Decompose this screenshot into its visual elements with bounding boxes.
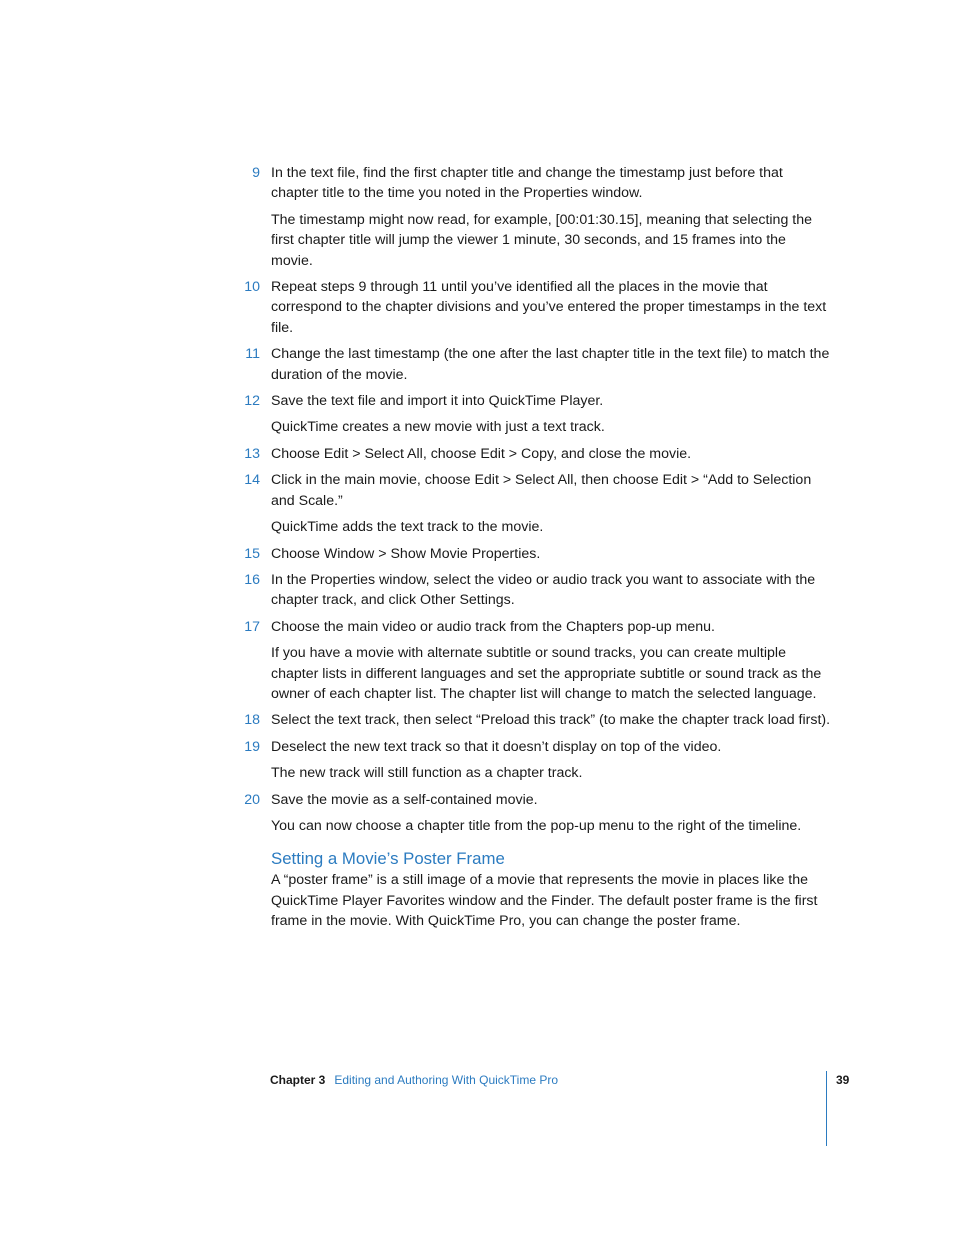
step-text: In the text file, find the first chapter title and change the timestamp just before that chapter title to the time you noted in the Properties window. [271,165,783,202]
step-item [244,391,831,411]
step-number: 12 [244,393,260,410]
footer-divider [826,1071,827,1146]
step-text: Choose the main video or audio track from the Chapters pop-up menu. [271,618,715,635]
step-item [244,737,831,757]
step-text: Save the movie as a self-contained movie. [271,791,538,808]
page-footer [270,1073,558,1088]
step-number: 20 [244,791,260,808]
step-item [245,344,831,385]
chapter-title: Editing and Authoring With QuickTime Pro [334,1073,559,1087]
step-text: Select the text track, then select “Preload this track” (to make the chapter track load first). [271,712,831,729]
step-number: 14 [244,472,260,489]
page-content [244,163,831,932]
step-number: 9 [252,165,260,181]
page-number: 39 [836,1073,850,1087]
section-paragraph: A “poster frame” is a still image of a movie that represents the movie in places like the QuickTime Player Favorites window and the Finder. The default poster frame is the first frame in the movie. With QuickTime Pro, you can change the poster frame. [271,872,818,930]
step-text: In the Properties window, select the video or audio track you want to associate with the chapter track, and click Other Settings. [271,571,816,609]
step-note: QuickTime adds the text track to the movie. [271,519,544,536]
step-number: 18 [244,712,260,729]
step-number: 11 [245,346,260,363]
step-note: If you have a movie with alternate subtitle or sound tracks, you can create multiple chapter lists in different languages and set the appropriate subtitle or sound track as the owner of each chapter list. The chapter list will change to match the selected language. [271,645,822,702]
step-number: 19 [244,738,260,755]
step-text: Deselect the new text track so that it doesn’t display on top of the video. [271,738,722,755]
step-item [244,277,831,338]
step-item [252,163,831,204]
step-note: QuickTime creates a new movie with just a text track. [271,419,605,436]
step-item [244,570,831,611]
step-text: Choose Edit > Select All, choose Edit > Copy, and close the movie. [271,445,692,462]
step-item [244,470,831,511]
step-text: Click in the main movie, choose Edit > Select All, then choose Edit > “Add to Selection and Scale.” [271,472,812,509]
chapter-label: Chapter 3 [270,1073,326,1087]
step-number: 13 [244,445,260,462]
step-item [244,444,831,464]
step-note: The new track will still function as a chapter track. [271,765,583,782]
step-number: 10 [244,279,260,296]
step-item [244,790,831,810]
step-text: Repeat steps 9 through 11 until you’ve identified all the places in the movie that correspond to the chapter divisions and you’ve entered the proper timestamps in the text file. [271,279,827,336]
step-item [244,544,831,564]
section-heading: Setting a Movie’s Poster Frame [271,849,505,869]
step-text: Change the last timestamp (the one after the last chapter title in the text file) to match the duration of the movie. [271,346,830,383]
step-text: Save the text file and import it into QuickTime Player. [271,393,604,410]
step-item [244,617,831,637]
step-item [244,710,831,730]
step-note: The timestamp might now read, for example, [00:01:30.15], meaning that selecting the first chapter title will jump the viewer 1 minute, 30 seconds, and 15 frames into the movie. [271,211,813,269]
step-number: 17 [244,618,260,635]
step-text: Choose Window > Show Movie Properties. [271,545,541,562]
step-note: You can now choose a chapter title from the pop-up menu to the right of the timeline. [271,817,802,834]
step-number: 15 [244,545,260,562]
step-number: 16 [244,571,260,588]
